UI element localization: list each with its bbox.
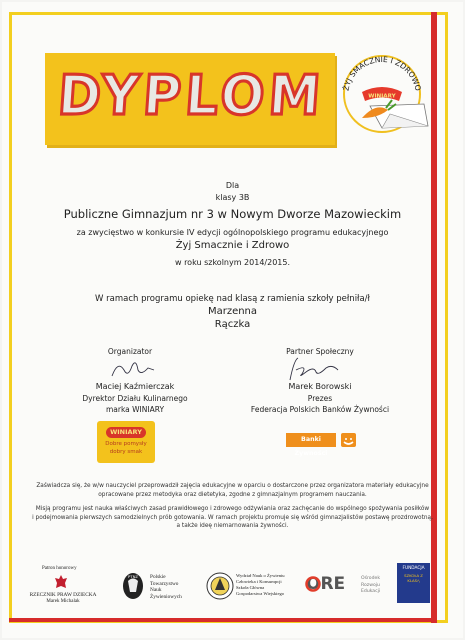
footer-line-2: opracowane przez metodyka oraz dietetyka, zgodne z gimnazjalnym programem nauczania.: [98, 491, 367, 498]
eagle-emblem-icon: [53, 573, 69, 591]
logo-brand: WINIARY: [368, 93, 396, 100]
winiary-logo-text: WINIARY: [106, 427, 146, 438]
teacher-intro: W ramach programu opiekę nad klasą z ramienia szkoły pełniła/ł: [95, 294, 370, 304]
line-dla: Dla: [225, 181, 240, 190]
winiary-slogan-1: Dobre pomysły: [105, 441, 147, 447]
winiary-badge: [97, 421, 155, 463]
ore-text: [361, 576, 380, 596]
partner-signature: [284, 354, 344, 384]
banki-zywnosci-icon: [341, 433, 356, 447]
organizer-name: Maciej Kaźmierczak: [95, 382, 175, 391]
program-logo: [332, 44, 432, 144]
organizer-title: Dyrektor Działu Kulinarnego: [82, 394, 188, 403]
fundacja-logo: [397, 563, 430, 603]
ptnz-line-4: Żywieniowych: [150, 593, 182, 600]
sggw-emblem-icon: [206, 570, 234, 602]
partner-org: Federacja Polskich Banków Żywności: [250, 405, 390, 414]
partner-title: Prezes: [307, 394, 333, 403]
footer-line-1: Zaświadcza się, że w/w nauczyciel przeprowadził zajęcia edukacyjne w oparciu o dostarczone przez organizatora materiały edukacyjne: [36, 483, 429, 489]
ptnz-line-1: Polskie: [150, 574, 166, 580]
banki-zywnosci-badge: [286, 433, 336, 457]
organizer-heading: Organizator: [107, 347, 153, 356]
ore-line-2: Rozwoju: [361, 582, 380, 588]
footer-line-3: Misją programu jest nauka właściwych zasad prawidłowego i zdrowego odżywiania oraz zachęcanie do wspólnego spożywania posiłków: [35, 506, 430, 512]
teacher-last-name: Rączka: [214, 319, 251, 330]
teacher-first-name: Marzenna: [207, 306, 258, 317]
ore-line-1: Ośrodek: [361, 576, 381, 581]
partner-name: Marek Borowski: [288, 382, 352, 391]
ore-line-3: Edukacji: [361, 589, 381, 594]
school-year: w roku szkolnym 2014/2015.: [174, 258, 291, 267]
partner-heading: Partner Społeczny: [286, 347, 354, 356]
line-klasa: klasy 3B: [215, 193, 250, 202]
fundacja-label: FUNDACJA: [402, 566, 425, 571]
rpd-title: RZECZNIK PRAW DZIECKA: [29, 592, 97, 598]
school-name: Publiczne Gimnazjum nr 3 w Nowym Dworze Mazowieckim: [63, 207, 402, 221]
logo-arc-text: ŻYJ SMACZNIE I ZDROWO: [341, 54, 423, 92]
ptnz-abbr: PTNŻ: [127, 574, 139, 579]
patron-label: Patron honorowy: [42, 566, 77, 571]
banki-zywnosci-text: Banki Żywności: [294, 436, 328, 457]
ptnz-line-2: Towarzystwo: [150, 580, 179, 587]
sggw-line-2: Człowieka i Konsumpcji: [236, 579, 282, 584]
sggw-line-1: Wydział Nauk o Żywieniu: [236, 573, 285, 578]
organizer-signature: [108, 356, 158, 382]
footer-line-4: i podejmowania pierwszych samodzielnych prób gotowania. W ramach projektu promuje się wśród gimnazjalistów postawę prozdrowotną,: [32, 514, 433, 521]
rpd-name: Marek Michalak: [46, 599, 80, 604]
diploma-title: DYPLOM: [55, 64, 327, 128]
red-frame-bottom: [9, 618, 437, 622]
organizer-brand: marka WINIARY: [105, 405, 165, 414]
footer-line-5: a także ideę niemarnowania żywności.: [176, 523, 289, 529]
sggw-text: [236, 573, 285, 597]
sggw-line-3: Szkoła Główna: [236, 585, 265, 590]
footer-paragraph-1: [30, 482, 435, 499]
footer-paragraph-2: [30, 505, 435, 531]
award-reason: za zwycięstwo w konkursie IV edycji ogólnopolskiego programu edukacyjnego: [76, 228, 389, 237]
program-name: Żyj Smacznie i Zdrowo: [175, 240, 290, 251]
fundacja-name: SZKOŁA Z KLASĄ: [404, 573, 423, 583]
sggw-line-4: Gospodarstwa Wiejskiego: [236, 591, 285, 596]
ore-logo: ORE: [306, 574, 346, 594]
ore-ring-icon: [305, 574, 321, 594]
ptnz-line-3: Nauk: [150, 587, 162, 593]
ptnz-logo: [121, 572, 145, 600]
ptnz-text: [150, 574, 182, 600]
winiary-slogan-2: dobry smak: [109, 449, 143, 455]
